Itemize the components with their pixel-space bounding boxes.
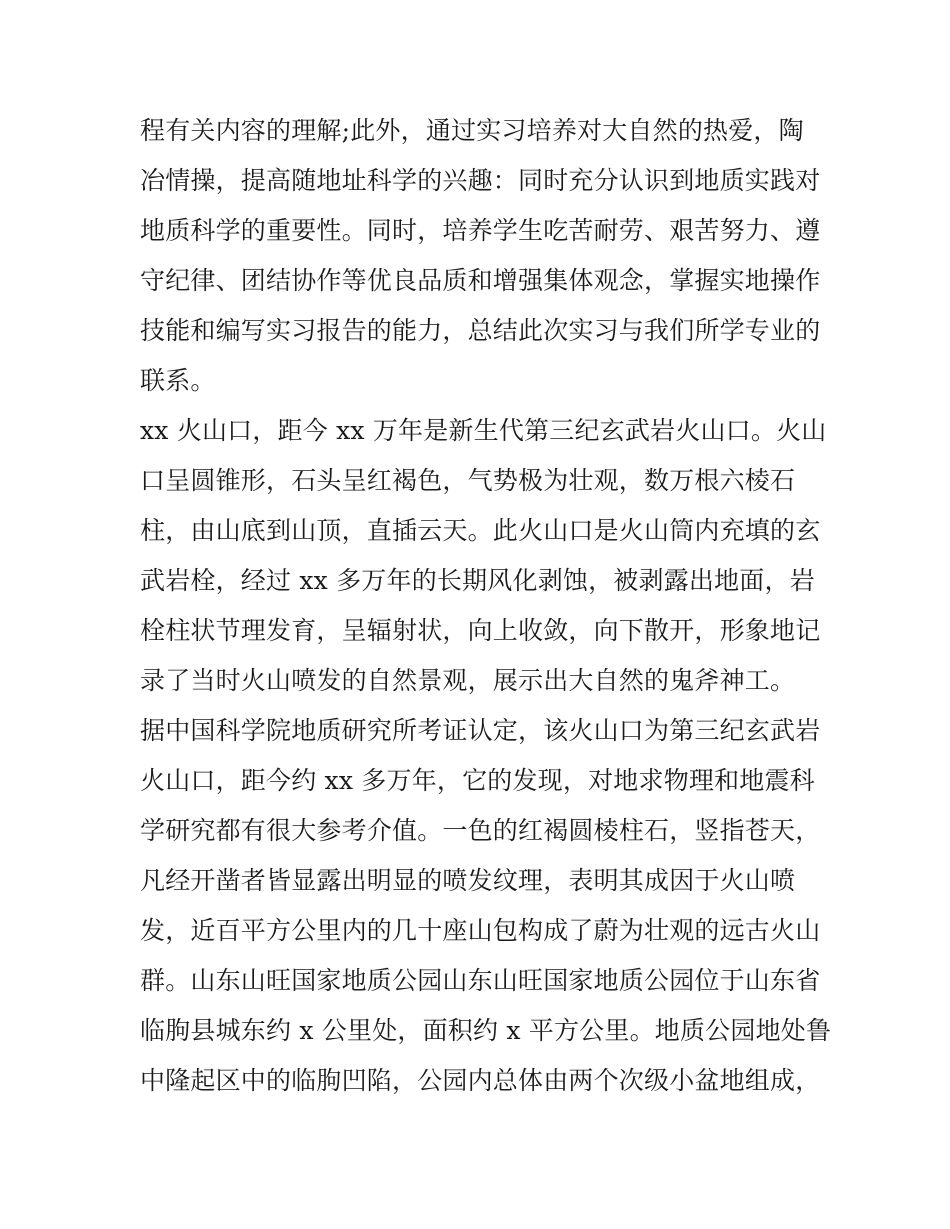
document-body <box>140 106 832 1106</box>
text-line-5: 技能和编写实习报告的能力，总结此次实习与我们所学专业的 <box>140 316 821 345</box>
text-line-9: 柱，由山底到山顶，直插云天。此火山口是火山筒内充填的玄 <box>140 516 821 545</box>
text-line-15: 学研究都有很大参考介值。一色的红褐圆棱柱石，竖指苍天， <box>140 816 821 845</box>
text-line-3: 地质科学的重要性。同时，培养学生吃苦耐劳、艰苦努力、遵 <box>140 216 821 245</box>
text-line-8: 口呈圆锥形，石头呈红褐色，气势极为壮观，数万根六棱石 <box>140 466 796 495</box>
text-line-12: 录了当时火山喷发的自然景观，展示出大自然的鬼斧神工。 <box>140 666 796 695</box>
text-line-13: 据中国科学院地质研究所考证认定，该火山口为第三纪玄武岩 <box>140 716 821 745</box>
text-line-11: 栓柱状节理发育，呈辐射状，向上收敛，向下散开，形象地记 <box>140 616 821 645</box>
text-line-18: 群。山东山旺国家地质公园山东山旺国家地质公园位于山东省 <box>140 966 821 995</box>
text-line-20: 中隆起区中的临朐凹陷，公园内总体由两个次级小盆地组成， <box>140 1066 821 1095</box>
text-line-16: 凡经开凿者皆显露出明显的喷发纹理，表明其成因于火山喷 <box>140 866 796 895</box>
text-line-1: 程有关内容的理解;此外，通过实习培养对大自然的热爱，陶 <box>140 116 804 145</box>
text-line-14: 火山口，距今约 xx 多万年，它的发现，对地求物理和地震科 <box>140 766 815 795</box>
text-line-6: 联系。 <box>140 366 216 395</box>
text-line-17: 发，近百平方公里内的几十座山包构成了蔚为壮观的远古火山 <box>140 916 821 945</box>
text-line-2: 冶情操，提高随地址科学的兴趣：同时充分认识到地质实践对 <box>140 166 821 195</box>
text-line-19: 临朐县城东约 x 公里处，面积约 x 平方公里。地质公园地处鲁 <box>140 1016 832 1045</box>
text-line-7: xx 火山口，距今 xx 万年是新生代第三纪玄武岩火山口。火山 <box>140 416 827 445</box>
text-line-10: 武岩栓，经过 xx 多万年的长期风化剥蚀，被剥露出地面，岩 <box>140 566 815 595</box>
text-line-4: 守纪律、团结协作等优良品质和增强集体观念，掌握实地操作 <box>140 266 821 295</box>
